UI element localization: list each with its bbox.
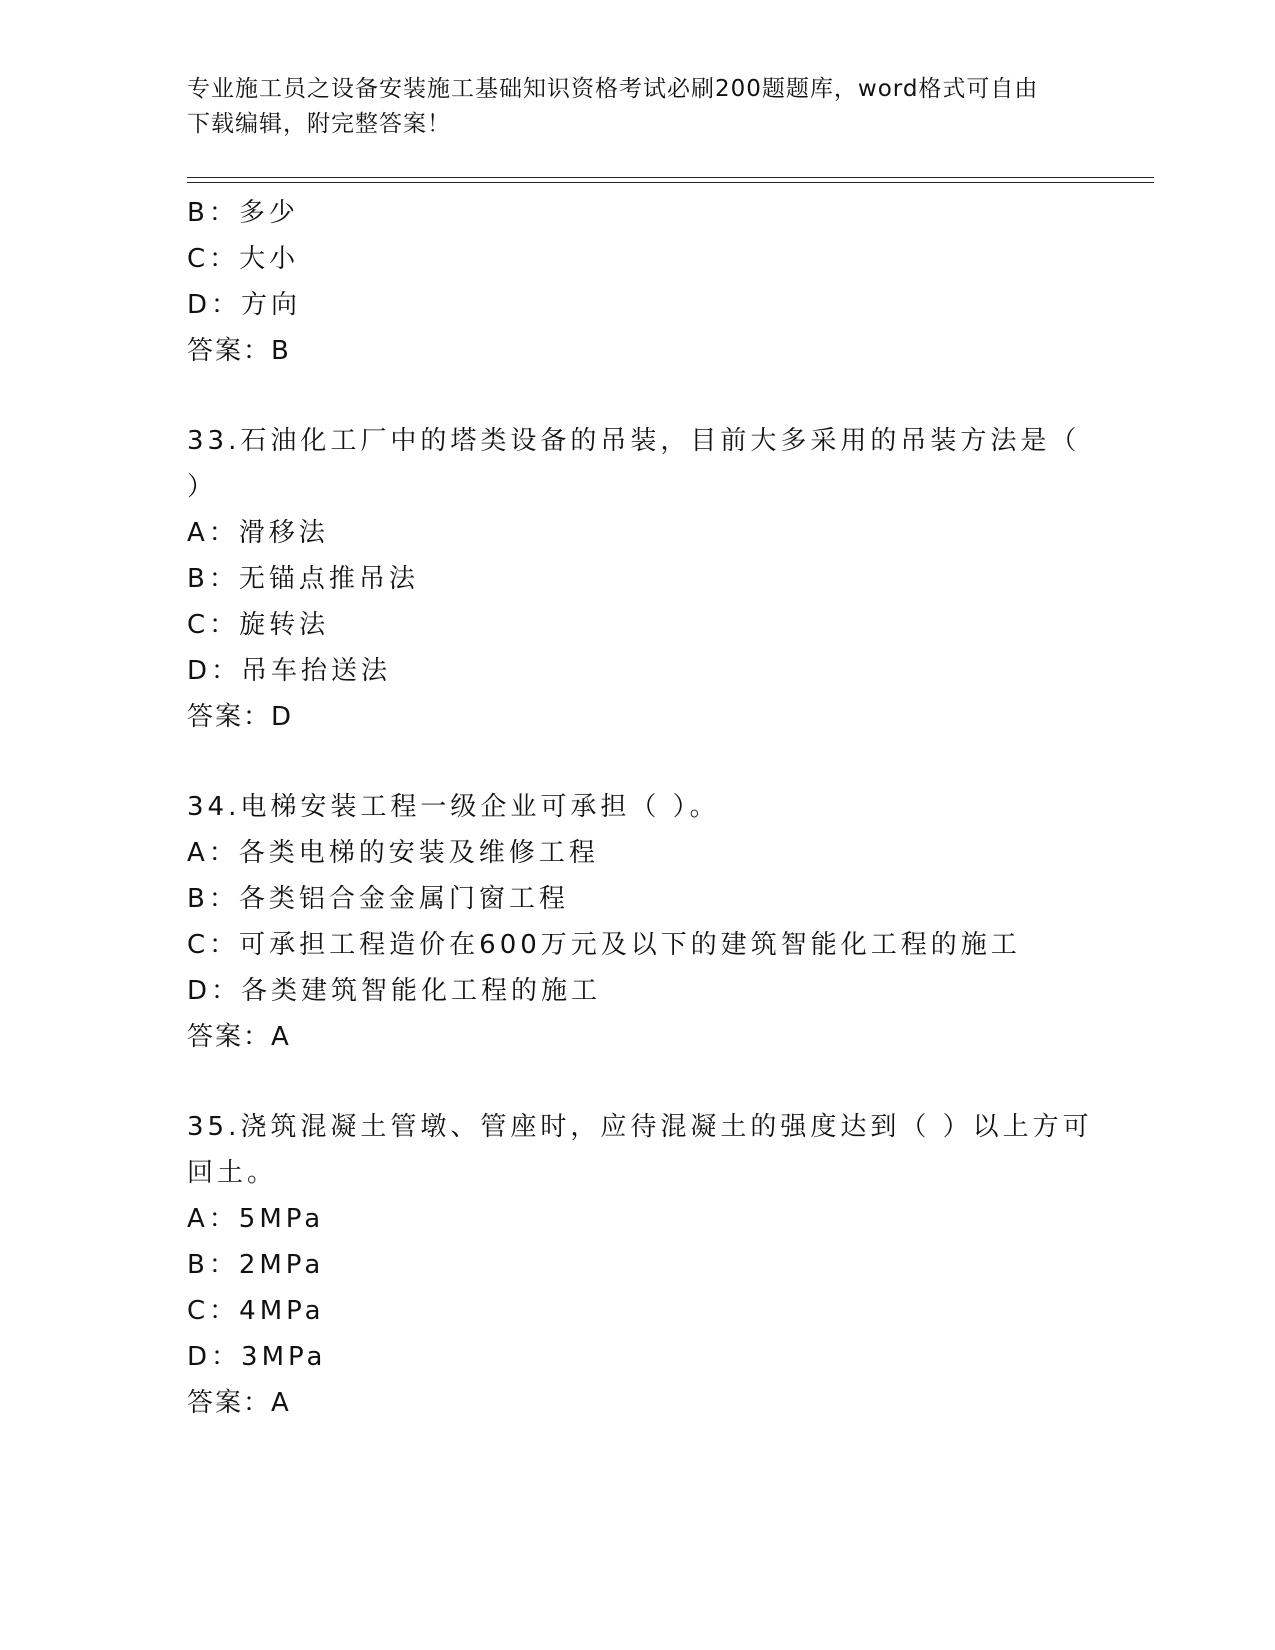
question-text-line-1: 35.浇筑混凝土管墩、管座时，应待混凝土的强度达到（ ）以上方可 <box>187 1112 1093 1142</box>
question-33 <box>187 418 1087 740</box>
header-divider-bottom <box>187 182 1154 183</box>
option-d: D：方向 <box>187 290 302 320</box>
question-text-line-1: 33.石油化工厂中的塔类设备的吊装，目前大多采用的吊装方法是（ <box>187 426 1081 456</box>
option-c: C：旋转法 <box>187 610 330 640</box>
option-c: C：4MPa <box>187 1296 325 1326</box>
option-b: B：无锚点推吊法 <box>187 564 419 594</box>
header-title-line-1: 专业施工员之设备安装施工基础知识资格考试必刷200题题库，word格式可自由 <box>187 76 1039 102</box>
option-b: B：多少 <box>187 198 299 228</box>
option-d: D：3MPa <box>187 1342 327 1372</box>
spacer <box>187 1060 1087 1104</box>
question-content <box>187 190 1093 1426</box>
question-32 <box>187 190 1087 374</box>
document-header <box>187 72 1067 142</box>
answer: 答案：D <box>187 702 294 732</box>
answer: 答案：B <box>187 336 291 366</box>
option-a: A：各类电梯的安装及维修工程 <box>187 838 599 868</box>
question-text-line-1: 34.电梯安装工程一级企业可承担（ ）。 <box>187 792 720 822</box>
option-b: B：各类铝合金金属门窗工程 <box>187 884 569 914</box>
spacer <box>187 740 1087 784</box>
option-a: A：5MPa <box>187 1204 325 1234</box>
question-text-line-2: ） <box>187 472 218 502</box>
answer: 答案：A <box>187 1022 291 1052</box>
option-b: B：2MPa <box>187 1250 325 1280</box>
answer: 答案：A <box>187 1388 291 1418</box>
question-text-line-2: 回土。 <box>187 1158 278 1188</box>
option-d: D：吊车抬送法 <box>187 656 392 686</box>
option-d: D：各类建筑智能化工程的施工 <box>187 976 602 1006</box>
spacer <box>187 374 1087 418</box>
question-35 <box>187 1104 1093 1426</box>
option-c: C：可承担工程造价在600万元及以下的建筑智能化工程的施工 <box>187 930 1021 960</box>
option-a: A：滑移法 <box>187 518 329 548</box>
header-title-line-2: 下载编辑，附完整答案！ <box>187 111 451 137</box>
question-34 <box>187 784 1087 1060</box>
option-c: C：大小 <box>187 244 300 274</box>
header-divider-top <box>187 177 1154 178</box>
